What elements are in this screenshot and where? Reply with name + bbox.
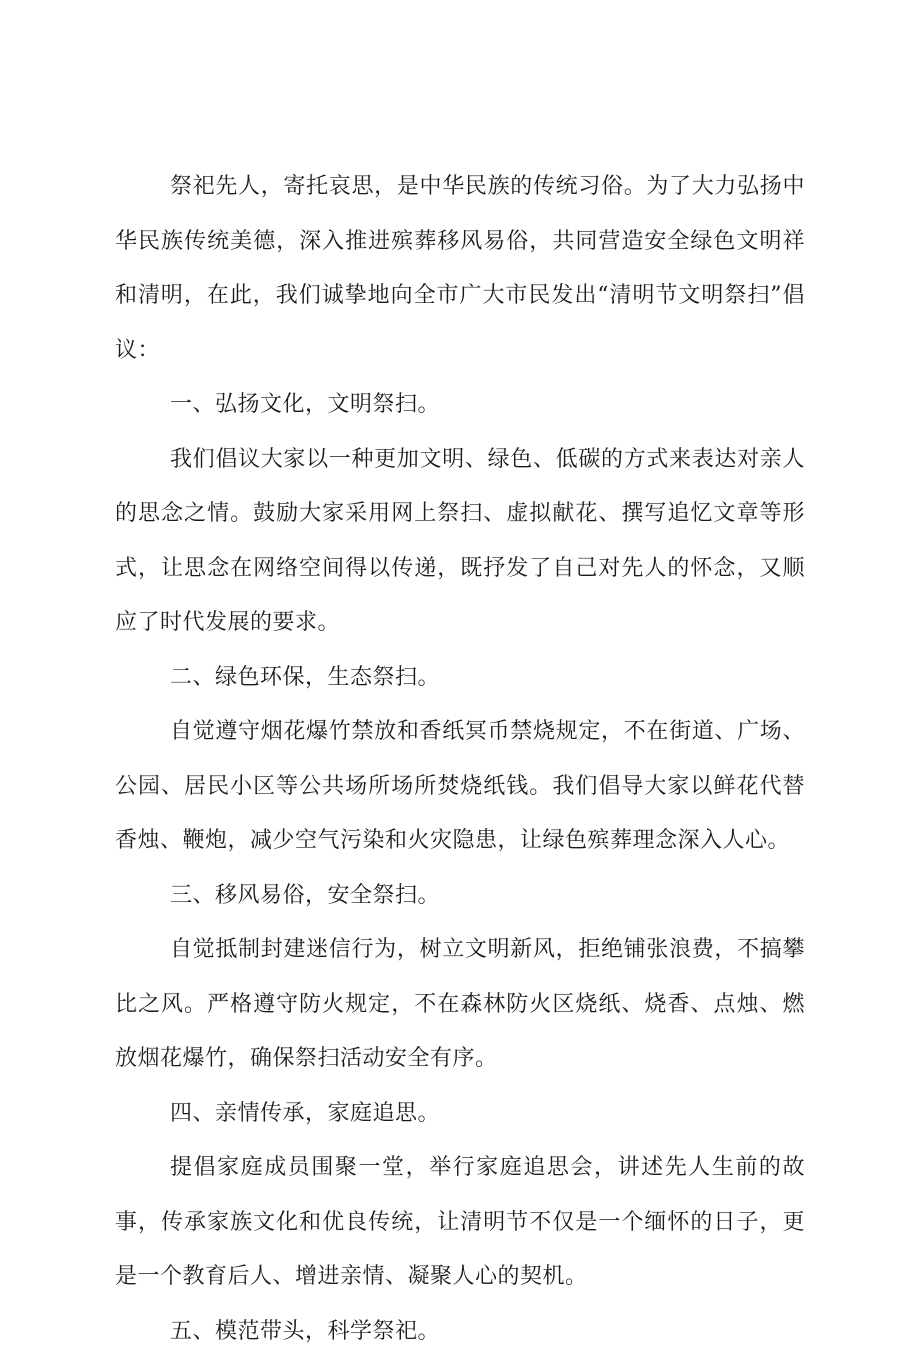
intro-paragraph: 祭祀先人，寄托哀思，是中华民族的传统习俗。为了大力弘扬中华民族传统美德，深入推进殡葬移风易俗，共同营造安全绿色文明祥和清明，在此，我们诚挚地向全市广大市民发出“清明节文明祭扫”倡议：: [115, 160, 805, 378]
document-body: [115, 160, 805, 1359]
section-2-heading: 二、绿色环保，生态祭扫。: [115, 651, 805, 706]
section-3-body: 自觉抵制封建迷信行为，树立文明新风，拒绝铺张浪费，不搞攀比之风。严格遵守防火规定，不在森林防火区烧纸、烧香、点烛、燃放烟花爆竹，确保祭扫活动安全有序。: [115, 923, 805, 1087]
section-4-heading: 四、亲情传承，家庭追思。: [115, 1087, 805, 1142]
section-1-heading: 一、弘扬文化，文明祭扫。: [115, 378, 805, 433]
section-2-body: 自觉遵守烟花爆竹禁放和香纸冥币禁烧规定，不在街道、广场、公园、居民小区等公共场所场所焚烧纸钱。我们倡导大家以鲜花代替香烛、鞭炮，减少空气污染和火灾隐患，让绿色殡葬理念深入人心。: [115, 705, 805, 869]
section-4-body: 提倡家庭成员围聚一堂，举行家庭追思会，讲述先人生前的故事，传承家族文化和优良传统，让清明节不仅是一个缅怀的日子，更是一个教育后人、增进亲情、凝聚人心的契机。: [115, 1141, 805, 1305]
section-1-body: 我们倡议大家以一种更加文明、绿色、低碳的方式来表达对亲人的思念之情。鼓励大家采用网上祭扫、虚拟献花、撰写追忆文章等形式，让思念在网络空间得以传递，既抒发了自己对先人的怀念，又顺应了时代发展的要求。: [115, 433, 805, 651]
section-5-heading: 五、模范带头，科学祭祀。: [115, 1305, 805, 1359]
section-3-heading: 三、移风易俗，安全祭扫。: [115, 869, 805, 924]
